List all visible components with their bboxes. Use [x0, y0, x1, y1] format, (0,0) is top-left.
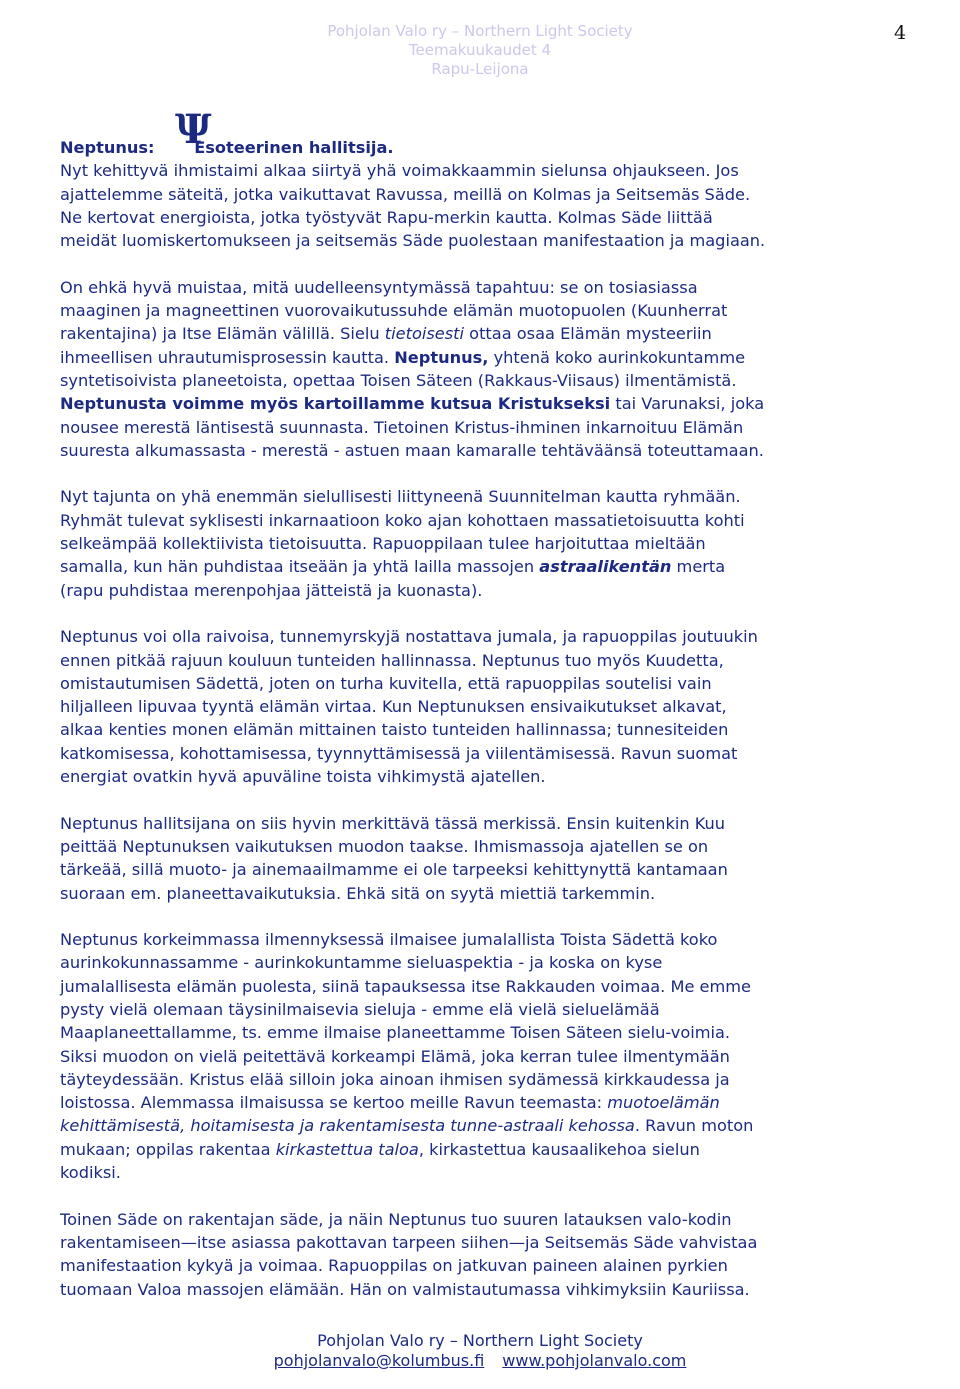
text-line: Neptunus korkeimmassa ilmennyksessä ilmaisee jumalallista Toista Sädettä koko: [60, 930, 718, 950]
section-title: [60, 106, 910, 159]
text-line: manifestaation kykyä ja voimaa. Rapuoppilas on jatkuvan paineen alainen pyrkien: [60, 1256, 728, 1276]
text-line: rakentamiseen—itse asiassa pakottavan tarpeen siihen—ja Seitsemäs Säde vahvistaa: [60, 1232, 758, 1252]
bold-italic-text: astraalikentän: [539, 557, 672, 577]
text-line: täyteydessään. Kristus elää silloin joka ainoan ihmisen sydämessä kirkkaudessa ja: [60, 1069, 730, 1089]
text-line: Nyt tajunta on yhä enemmän sielullisesti liittyneenä Suunnitelman kautta ryhmään.: [60, 487, 741, 507]
text-line: tärkeää, sillä muoto- ja ainemaailmamme ei ole tarpeeksi kehittynyttä kantamaan: [60, 860, 728, 880]
text-line: mukaan; oppilas rakentaa kirkastettua taloa, kirkastettua kausaalikehoa sielun: [60, 1139, 700, 1159]
text-line: Neptunus hallitsijana on siis hyvin merkittävä tässä merkissä. Ensin kuitenkin Kuu: [60, 813, 726, 833]
text-line: ennen pitkää rajuun kouluun tunteiden hallinnassa. Neptunus tuo myös Kuudetta,: [60, 650, 724, 670]
text-line: kehittämisestä, hoitamisesta ja rakentamisesta tunne-astraali kehossa. Ravun moton: [60, 1116, 754, 1136]
bold-text: Neptunus,: [394, 347, 489, 367]
email-link[interactable]: pohjolanvalo@kolumbus.fi: [273, 1351, 485, 1370]
paragraph-3: [60, 485, 910, 601]
text-line: energiat ovatkin hyvä apuväline toista vihkimystä ajatellen.: [60, 767, 546, 787]
text-line: tuomaan Valoa massojen elämään. Hän on valmistautumassa vihkimyksiin Kauriissa.: [60, 1279, 750, 1299]
document-body: [60, 106, 910, 1301]
paragraph-5: [60, 812, 910, 905]
text-line: loistossa. Alemmassa ilmaisussa se kertoo meille Ravun teemasta: muotoelämän: [60, 1093, 720, 1113]
text-line: samalla, kun hän puhdistaa itseään ja yhtä lailla massojen astraalikentän merta: [60, 557, 726, 577]
text-line: jumalallisesta elämän puolesta, siinä tapauksessa itse Rakkauden voimaa. Me emme: [60, 976, 752, 996]
text-line: Neptunusta voimme myös kartoillamme kutsua Kristukseksi tai Varunaksi, joka: [60, 394, 765, 414]
paragraph-1: [60, 159, 910, 252]
text-line: On ehkä hyvä muistaa, mitä uudelleensyntymässä tapahtuu: se on tosiasiassa: [60, 277, 698, 297]
website-link[interactable]: www.pohjolanvalo.com: [502, 1351, 687, 1370]
text-line: ajattelemme säteitä, jotka vaikuttavat Ravussa, meillä on Kolmas ja Seitsemäs Säde.: [60, 184, 751, 204]
text-line: peittää Neptunuksen vaikutuksen muodon taakse. Ihmismassoja ajatellen se on: [60, 836, 709, 856]
text-line: ihmeellisen uhrautumisprosessin kautta. Neptunus, yhtenä koko aurinkokuntamme: [60, 347, 746, 367]
text-line: selkeämpää kollektiivista tietoisuutta. Rapuoppilaan tulee harjoituttaa mieltään: [60, 534, 706, 554]
page-footer: [0, 1331, 960, 1371]
text-line: Toinen Säde on rakentajan säde, ja näin Neptunus tuo suuren latauksen valo-kodin: [60, 1209, 732, 1229]
footer-links: [0, 1351, 960, 1371]
paragraph-7: [60, 1208, 910, 1301]
text-line: Ne kertovat energioista, jotka työstyvät Rapu-merkin kautta. Kolmas Säde liittää: [60, 207, 713, 227]
text-line: meidät luomiskertomukseen ja seitsemäs Säde puolestaan manifestaation ja magiaan.: [60, 231, 766, 251]
paragraph-4: [60, 625, 910, 788]
text-line: nousee merestä läntisestä suunnasta. Tietoinen Kristus-ihminen inkarnoituu Elämän: [60, 417, 744, 437]
text-line: suoraan em. planeettavaikutuksia. Ehkä sitä on syytä miettiä tarkemmin.: [60, 883, 656, 903]
text-line: Siksi muodon on vielä peitettävä korkeampi Elämä, joka kerran tulee ilmentymään: [60, 1046, 730, 1066]
text-line: omistautumisen Sädettä, joten on turha kuvitella, että rapuoppilas soutelisi vain: [60, 673, 712, 693]
text-line: pysty vielä olemaan täysinilmaisevia sieluja - emme elä vielä sieluelämää: [60, 999, 660, 1019]
title-label: Neptunus:: [60, 138, 155, 157]
text-line: maaginen ja magneettinen vuorovaikutussuhde elämän muotopuolen (Kuunherrat: [60, 301, 728, 321]
bold-text: Neptunusta voimme myös kartoillamme kutsua Kristukseksi: [60, 394, 611, 414]
page-number: 4: [893, 22, 907, 44]
title-subtitle: Esoteerinen hallitsija.: [194, 138, 394, 157]
footer-org: Pohjolan Valo ry – Northern Light Society: [317, 1331, 643, 1350]
text-line: Nyt kehittyvä ihmistaimi alkaa siirtyä yhä voimakkaammin sielunsa ohjaukseen. Jos: [60, 161, 739, 181]
text-line: syntetisoivista planeetoista, opettaa Toisen Säteen (Rakkaus-Viisaus) ilmentämistä.: [60, 370, 737, 390]
text-line: suuresta alkumassasta - merestä - astuen maan kamaralle tehtäväänsä toteuttamaan.: [60, 440, 764, 460]
paragraph-2: [60, 276, 910, 462]
header-series: Teemakuukaudet 4: [408, 41, 552, 59]
text-line: kodiksi.: [60, 1163, 121, 1183]
text-line: Neptunus voi olla raivoisa, tunnemyrskyjä nostattava jumala, ja rapuoppilas joutuukin: [60, 627, 758, 647]
italic-text: kehittämisestä, hoitamisesta ja rakentamisesta tunne-astraali kehossa: [60, 1116, 635, 1136]
italic-text: kirkastettua taloa: [275, 1139, 419, 1159]
paragraph-6: [60, 928, 910, 1184]
neptune-symbol-icon: Ψ: [175, 106, 212, 153]
header-org: Pohjolan Valo ry – Northern Light Society: [327, 22, 633, 40]
text-line: (rapu puhdistaa merenpohjaa jätteistä ja kuonasta).: [60, 580, 483, 600]
text-line: aurinkokunnassamme - aurinkokuntamme sieluaspektia - ja koska on kyse: [60, 953, 663, 973]
italic-text: muotoelämän: [607, 1093, 720, 1113]
text-line: alkaa kenties monen elämän mittainen taisto tunteiden hallinnassa; tunnesiteiden: [60, 720, 729, 740]
text-line: Ryhmät tulevat syklisesti inkarnaatioon koko ajan kohottaen massatietoisuutta kohti: [60, 510, 745, 530]
header-topic: Rapu-Leijona: [431, 60, 529, 78]
text-line: rakentajina) ja Itse Elämän välillä. Sielu tietoisesti ottaa osaa Elämän mysteeriin: [60, 324, 712, 344]
text-line: hiljalleen lipuvaa tyyntä elämän virtaa. Kun Neptunuksen ensivaikutukset alkavat,: [60, 697, 727, 717]
page-header: [0, 22, 960, 79]
text-line: katkomisessa, kohottamisessa, tyynnyttämisessä ja viilentämisessä. Ravun suomat: [60, 743, 738, 763]
text-line: Maaplaneettallamme, ts. emme ilmaise planeettamme Toisen Säteen sielu-voimia.: [60, 1023, 731, 1043]
italic-text: tietoisesti: [384, 324, 465, 344]
